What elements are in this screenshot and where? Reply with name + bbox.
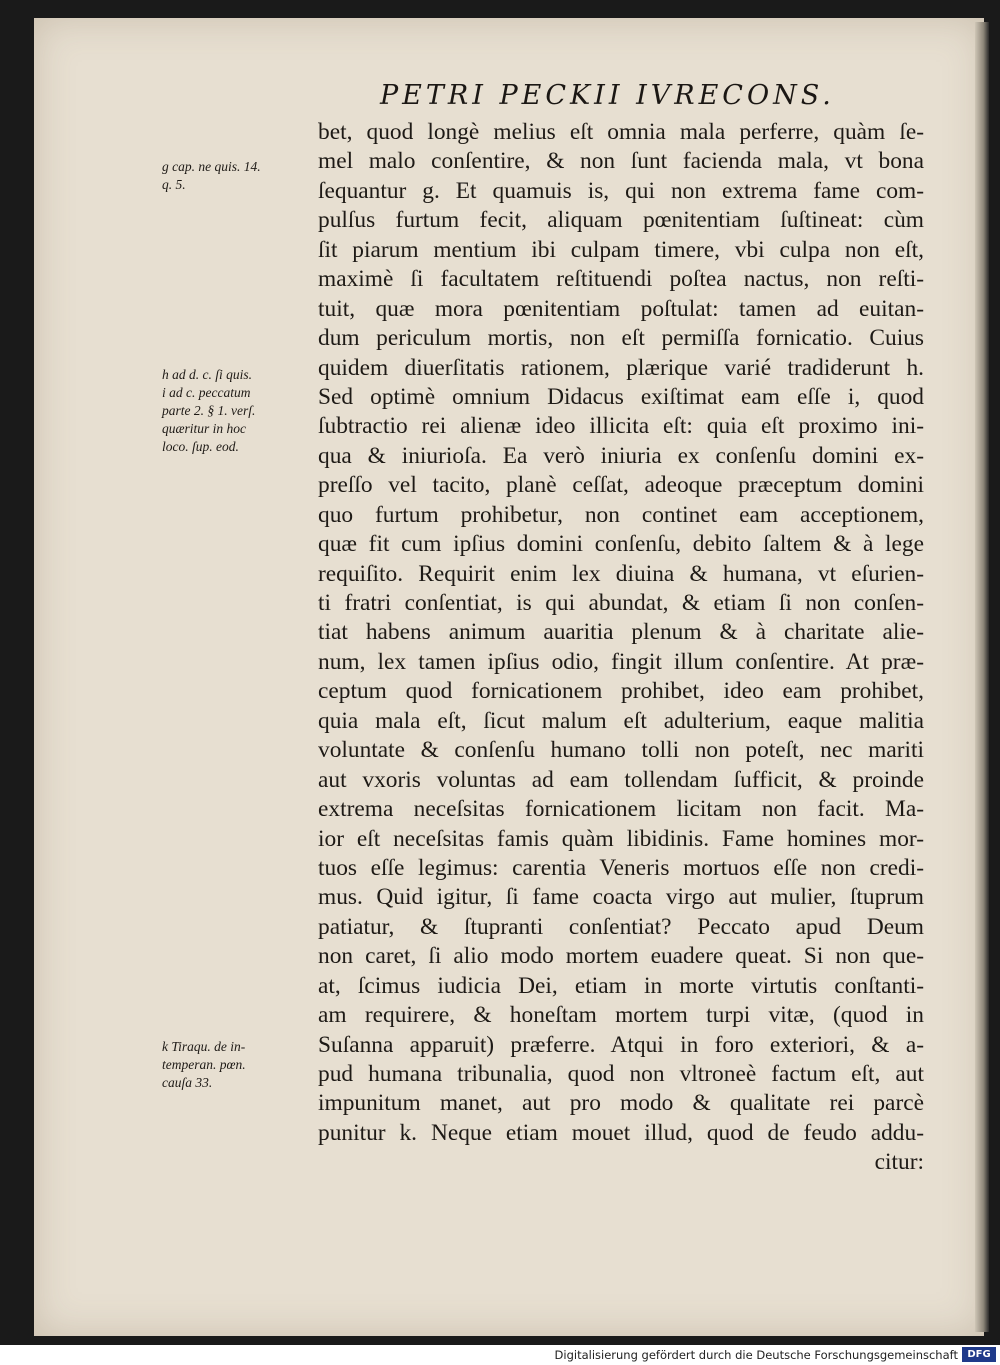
text-line: impunitum manet, aut pro modo & qualitate rei parcè [318,1090,924,1117]
text-line: non caret, ſi alio modo mortem euadere queat. Si non que- [318,943,924,970]
text-line: pulſus furtum fecit, aliquam pœnitentiam ſuſtineat: cùm [318,207,924,234]
marginal-note-g [162,158,322,194]
body-text [318,118,924,1178]
text-line: punitur k. Neque etiam mouet illud, quod de feudo addu- [318,1119,924,1146]
text-line: voluntate & conſenſu humano tolli non poteſt, nec mariti [318,737,924,764]
text-line: am requirere, & honeſtam mortem turpi vitæ, (quod in [318,1002,924,1029]
dfg-logo: DFG [962,1347,996,1362]
marginal-note-line: h ad d. c. ſi quis. [162,367,252,382]
text-line: pud humana tribunalia, quod non vltroneè factum eſt, aut [318,1061,924,1087]
marginal-note-line: g cap. ne quis. 14. [162,159,261,174]
text-line: bet, quod longè melius eſt omnia mala perferre, quàm ſe- [318,119,924,145]
text-line: citur: [874,1149,924,1176]
text-line: quia mala eſt, ſicut malum eſt adulterium, eaque malitia [318,707,924,734]
text-line: ior eſt neceſsitas famis quàm libidinis. Fame homines mor- [318,825,924,852]
text-line: ſit piarum mentium ibi culpam timere, vbi culpa non eſt, [318,236,924,263]
text-line: qua & iniurioſa. Ea verò iniuria ex conſenſu domini ex- [318,442,924,469]
text-line: ſequantur g. Et quamuis is, qui non extrema fame com- [318,177,924,204]
marginal-note-line: k Tiraqu. de in- [162,1039,246,1054]
marginal-note-line: temperan. pœn. [162,1057,246,1072]
text-line: tiat habens animum auaritia plenum & à charitate alie- [318,619,924,646]
marginal-note-line: q. 5. [162,177,186,192]
marginal-note-k [162,1038,322,1092]
text-line: ti fratri conſentiat, is qui abundat, & etiam ſi non conſen- [318,590,924,616]
text-line: ceptum quod fornicationem prohibet, ideo eam prohibet, [318,678,924,705]
marginal-note-line: quæritur in hoc [162,421,247,436]
marginal-note-line: parte 2. § 1. verſ. [162,403,256,418]
text-line: Sed optimè omnium Didacus exiſtimat eam eſſe i, quod [318,383,924,410]
marginal-note-line: i ad c. peccatum [162,385,251,400]
running-head: PETRI PECKII IVRECONS. [380,80,835,111]
footer-credit: Digitalisierung gefördert durch die Deutsche Forschungsgemeinschaft [554,1348,958,1362]
text-line: at, ſcimus iudicia Dei, etiam in morte virtutis conſtanti- [318,972,924,999]
page-edge [975,22,989,1332]
text-line: tuit, quæ mora pœnitentiam poſtulat: tamen ad euitan- [318,295,924,322]
text-line: quæ fit cum ipſius domini conſenſu, debito ſaltem & à lege [318,531,924,558]
footer-bar [0,1345,1000,1365]
text-line: mus. Quid igitur, ſi fame coacta virgo aut mulier, ſtuprum [318,884,924,911]
text-line: preſſo vel tacito, planè ceſſat, adeoque præceptum domini [318,472,924,499]
text-line: num, lex tamen ipſius odio, fingit illum conſentire. At præ- [318,648,924,675]
marginal-note-line: loco. ſup. eod. [162,439,239,454]
marginal-note-line: cauſa 33. [162,1075,213,1090]
text-line: quo furtum prohibetur, non continet eam acceptionem, [318,501,924,528]
text-line: aut vxoris voluntas ad eam tollendam ſufficit, & proinde [318,766,924,793]
text-line: requiſito. Requirit enim lex diuina & humana, vt eſurien- [318,560,924,587]
text-line: maximè ſi facultatem reſtituendi poſtea nactus, non reſti- [318,266,924,293]
text-line: mel malo conſentire, & non ſunt facienda mala, vt bona [318,148,924,175]
text-line: patiatur, & ſtupranti conſentiat? Peccato apud Deum [318,913,924,940]
text-line: Suſanna apparuit) præferre. Atqui in foro exteriori, & a- [318,1031,924,1058]
text-line: tuos eſſe legimus: carentia Veneris mortuos eſſe non credi- [318,854,924,881]
marginal-note-h-i [162,366,322,456]
text-line: dum periculum mortis, non eſt permiſſa fornicatio. Cuius [318,325,924,352]
text-line: extrema neceſsitas fornicationem licitam non facit. Ma- [318,796,924,823]
text-line: quidem diuerſitatis rationem, plærique varié tradiderunt h. [318,354,924,381]
text-line: ſubtractio rei alienæ ideo illicita eſt: quia eſt proximo ini- [318,413,924,440]
